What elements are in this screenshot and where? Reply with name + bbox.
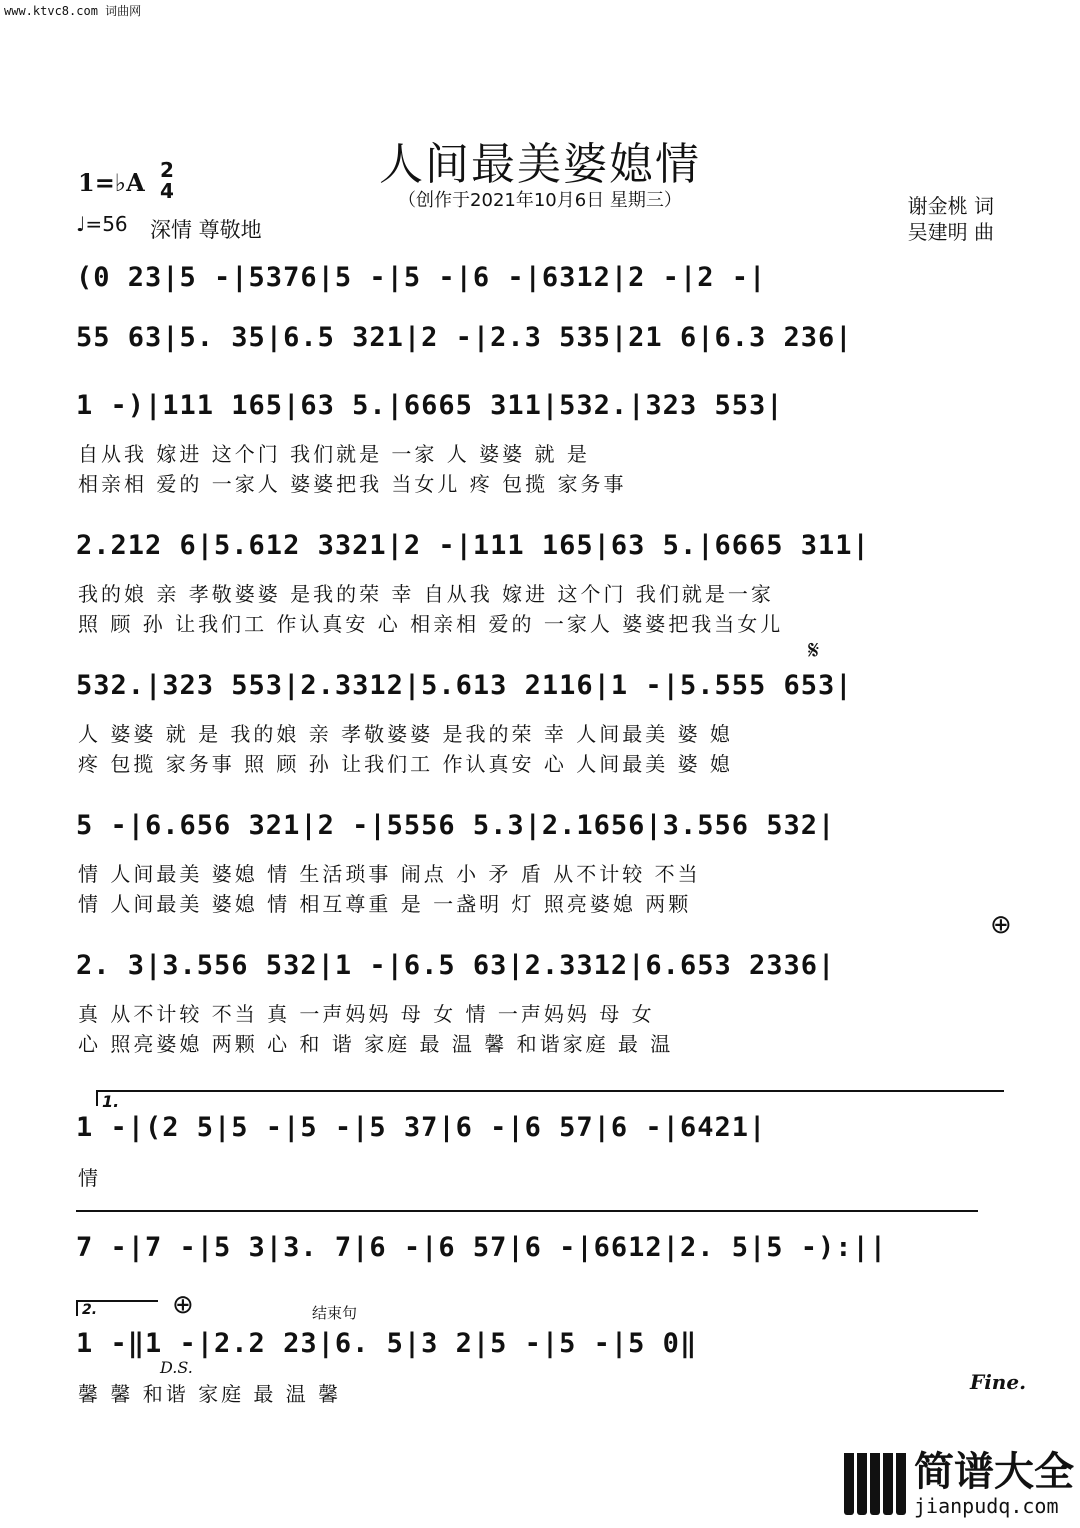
logo-url: jianpudq.com [914, 1494, 1059, 1518]
coda-symbol-top: ⊕ [990, 910, 1012, 940]
score-line-9: 7 -|7 -|5 3|3. 7|6 -|6 57|6 -|6612|2. 5|5 -):|| [76, 1232, 888, 1263]
ending-label: 结束句 [312, 1304, 358, 1322]
lyricist-credit: 谢金桃 词 [907, 194, 994, 218]
time-bottom: 4 [160, 179, 174, 203]
lyric-line-10: 馨 馨 和谐 家庭 最 温 馨 [78, 1382, 342, 1406]
lyric-line-8: 情 [78, 1166, 101, 1190]
score-line-3: 1 -)|111 165|63 5.|6665 311|532.|323 553| [76, 390, 784, 421]
lyric-line-7b: 心 照亮婆媳 两颗 心 和 谐 家庭 最 温 馨 和谐家庭 最 温 [78, 1032, 674, 1056]
score-line-6: 5 -|6.656 321|2 -|5556 5.3|2.1656|3.556 532| [76, 810, 836, 841]
score-line-7: 2. 3|3.556 532|1 -|6.5 63|2.3312|6.653 2336| [76, 950, 836, 981]
time-top: 2 [160, 158, 174, 182]
score-line-8: 1 -|(2 5|5 -|5 -|5 37|6 -|6 57|6 -|6421| [76, 1112, 767, 1143]
lyric-line-4b: 照 顾 孙 让我们工 作认真安 心 相亲相 爱的 一家人 婆婆把我当女儿 [78, 612, 784, 636]
site-watermark: www.ktvc8.com 词曲网 [4, 4, 142, 18]
score-line-2: 55 63|5. 35|6.5 321|2 -|2.3 535|21 6|6.3 236| [76, 322, 853, 353]
piano-keys-icon [844, 1453, 906, 1515]
fine-mark: Fine. [970, 1370, 1027, 1394]
site-logo [844, 1450, 1074, 1518]
lyric-line-4a: 我的娘 亲 孝敬婆婆 是我的荣 幸 自从我 嫁进 这个门 我们就是一家 [78, 582, 774, 606]
ds-mark: D.S. [160, 1358, 193, 1377]
time-signature [160, 160, 174, 202]
expression-mark: 深情 尊敬地 [150, 218, 262, 242]
score-line-1: (0 23|5 -|5376|5 -|5 -|6 -|6312|2 -|2 -| [76, 262, 767, 293]
score-line-5: 532.|323 553|2.3312|5.613 2116|1 -|5.555 653| [76, 670, 853, 701]
lyric-line-3a: 自从我 嫁进 这个门 我们就是 一家 人 婆婆 就 是 [78, 442, 590, 466]
tempo-mark: ♩=56 [76, 212, 128, 236]
composer-credit: 吴建明 曲 [907, 220, 994, 244]
coda-symbol-bottom: ⊕ [172, 1290, 194, 1320]
volta-2-label: 2. [82, 1302, 98, 1318]
logo-title: 简谱大全 [914, 1449, 1074, 1495]
score-line-10: 1 -‖1 -|2.2 23|6. 5|3 2|5 -|5 -|5 0‖ [76, 1328, 698, 1359]
song-subtitle: （创作于2021年10月6日 星期三） [398, 190, 682, 211]
lyric-line-7a: 真 从不计较 不当 真 一声妈妈 母 女 情 一声妈妈 母 女 [78, 1002, 655, 1026]
volta-1-label: 1. [102, 1092, 120, 1111]
lyric-line-5a: 人 婆婆 就 是 我的娘 亲 孝敬婆婆 是我的荣 幸 人间最美 婆 媳 [78, 722, 733, 746]
key-signature: 1=♭A [78, 168, 145, 197]
lyric-line-5b: 疼 包揽 家务事 照 顾 孙 让我们工 作认真安 心 人间最美 婆 媳 [78, 752, 733, 776]
song-title: 人间最美婆媳情 [379, 139, 701, 190]
lyric-line-6b: 情 人间最美 婆媳 情 相互尊重 是 一盏明 灯 照亮婆媳 两颗 [78, 892, 692, 916]
score-line-4: 2.212 6|5.612 3321|2 -|111 165|63 5.|6665 311| [76, 530, 870, 561]
segno-symbol: 𝄋 [808, 636, 820, 666]
lyric-line-6a: 情 人间最美 婆媳 情 生活琐事 闹点 小 矛 盾 从不计较 不当 [78, 862, 701, 886]
lyric-line-3b: 相亲相 爱的 一家人 婆婆把我 当女儿 疼 包揽 家务事 [78, 472, 627, 496]
